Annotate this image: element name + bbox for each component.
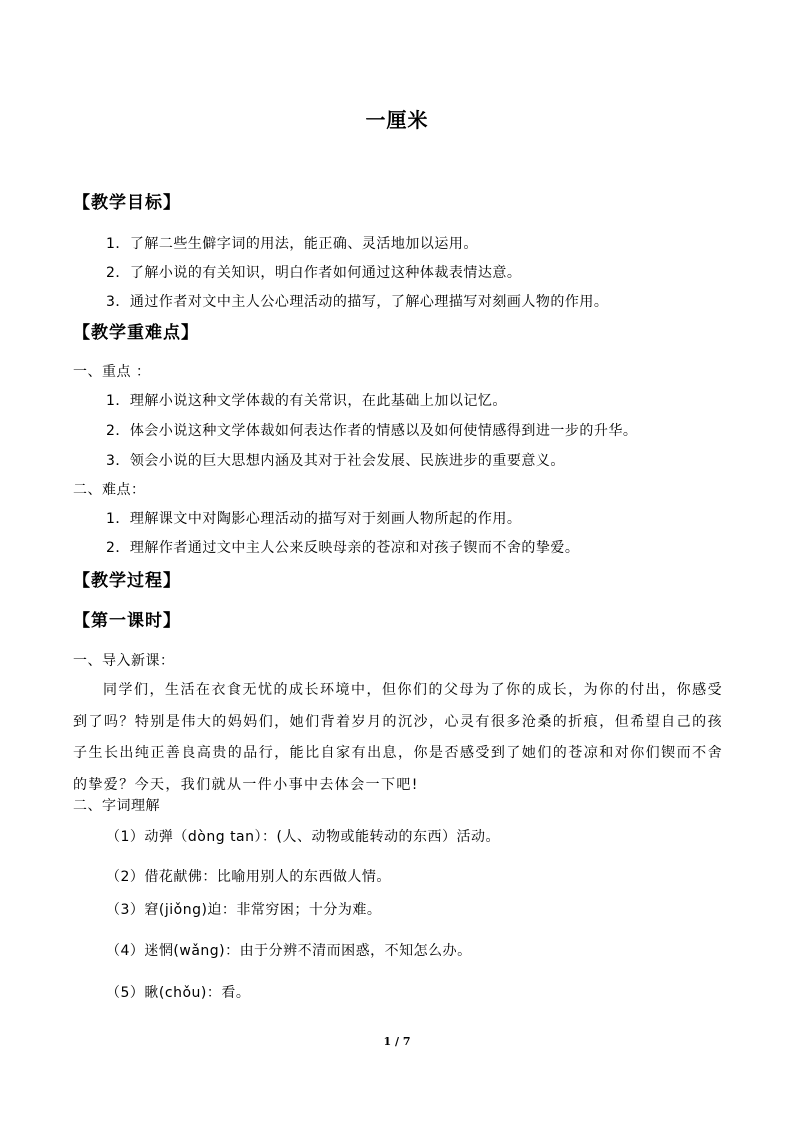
objective-item-3: 3．通过作者对文中主人公心理活动的描写，了解心理描写对刻画人物的作用。 bbox=[106, 294, 609, 310]
objectives-heading: 【教学目标】 bbox=[73, 193, 181, 213]
vocab-item-2: （2）借花献佛：比喻用别人的东西做人情。 bbox=[106, 869, 391, 885]
vocab-item-1: （1）动弹（dòng tan）：(人、动物或能转动的东西）活动。 bbox=[106, 829, 500, 845]
focus-item-1: 1．理解小说这种文学体裁的有关常识，在此基础上加以记忆。 bbox=[106, 393, 507, 409]
intro-paragraph: 同学们，生活在衣食无忧的成长环境中，但你们的父母为了你的成长，为你的付出，你感受到了吗？特别是伟大的妈妈们，她们背着岁月的沉沙，心灵有很多沧桑的折痕，但希望自己的孩子生长出纯正善良高贵的品行，能比自家有出息，你是否感受到了她们的苍凉和对你们锲而不舍的挚爱？今天，我们就从一件小事中去体会一下吧! bbox=[73, 682, 723, 793]
intro-label: 一、导入新课： bbox=[73, 653, 175, 669]
key-points-heading: 【教学重难点】 bbox=[73, 323, 199, 343]
difficulty-item-2: 2．理解作者通过文中主人公来反映母亲的苍凉和对孩子锲而不舍的挚爱。 bbox=[106, 540, 580, 556]
focus-item-2: 2．体会小说这种文学体裁如何表达作者的情感以及如何使情感得到进一步的升华。 bbox=[106, 423, 638, 439]
vocab-label: 二、字词理解 bbox=[73, 798, 160, 814]
objective-item-2: 2．了解小说的有关知识，明白作者如何通过这种体裁表情达意。 bbox=[106, 265, 522, 281]
difficulty-label: 二、难点： bbox=[73, 482, 146, 498]
focus-label: 一、重点 ： bbox=[73, 364, 151, 380]
document-title: 一厘米 bbox=[365, 108, 429, 132]
objective-item-1: 1．了解二些生僻字词的用法，能正确、灵活地加以运用。 bbox=[106, 236, 478, 252]
page-number: 1 / 7 bbox=[383, 1035, 411, 1048]
difficulty-item-1: 1．理解课文中对陶影心理活动的描写对于刻画人物所起的作用。 bbox=[106, 511, 522, 527]
lesson-heading: 【第一课时】 bbox=[73, 611, 181, 631]
focus-item-3: 3．领会小说的巨大思想内涵及其对于社会发展、民族进步的重要意义。 bbox=[106, 453, 565, 469]
vocab-item-4: （4）迷惘(wǎng)：由于分辨不清而困惑，不知怎么办。 bbox=[106, 943, 472, 959]
vocab-item-5: （5）瞅(chǒu)：看。 bbox=[106, 985, 251, 1001]
vocab-item-3: （3）窘(jiǒng)迫：非常穷困；十分为难。 bbox=[106, 902, 382, 918]
process-heading: 【教学过程】 bbox=[73, 571, 181, 591]
